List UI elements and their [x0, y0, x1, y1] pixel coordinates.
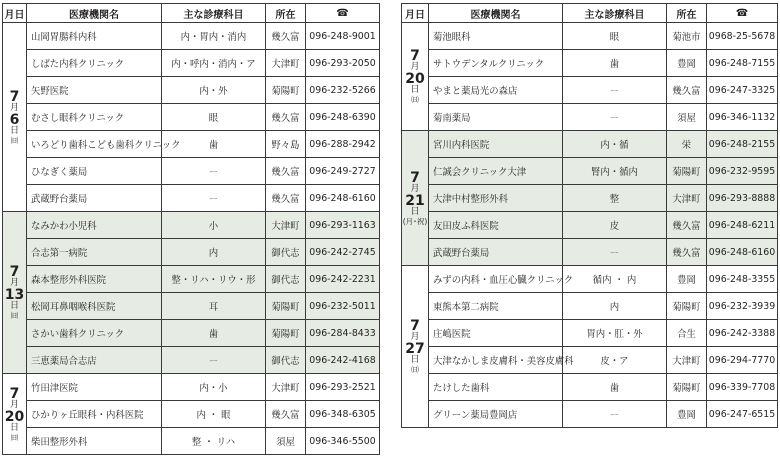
header-location: 所在: [266, 4, 306, 23]
date-day: 6: [9, 111, 20, 128]
phone-number: 096-293-2521: [306, 374, 380, 401]
department: ー: [162, 347, 266, 374]
table-row: [3, 347, 380, 374]
clinic-name: 宮川内科医院: [429, 131, 563, 158]
date-month-kanji: 月: [9, 399, 19, 410]
clinic-name: 柴田整形外科: [27, 428, 162, 455]
department: ー: [162, 158, 266, 185]
clinic-name: 矢野医院: [27, 77, 162, 104]
location: 豊岡: [667, 266, 707, 293]
date-month-kanji: 月: [9, 102, 19, 113]
clinic-name: むさし眼科クリニック: [27, 104, 162, 131]
department: ー: [563, 77, 667, 104]
table-row: [402, 185, 778, 212]
table-row: [3, 428, 380, 455]
table-body-left: [3, 23, 380, 455]
clinic-name: 庄嶋医院: [429, 320, 563, 347]
location: 豊岡: [667, 401, 707, 428]
phone-number: 096-248-6211: [707, 212, 778, 239]
location: 大津町: [266, 212, 306, 239]
table-row: [3, 131, 380, 158]
date-cell: [402, 266, 429, 428]
date-month-kanji: 月: [410, 62, 420, 73]
location: 菊陽町: [266, 320, 306, 347]
location: 合生: [667, 320, 707, 347]
department: 内: [162, 239, 266, 266]
date-day: 20: [4, 408, 25, 425]
clinic-name: 武蔵野台薬局: [429, 239, 563, 266]
table-row: [402, 320, 778, 347]
table-row: [3, 77, 380, 104]
department: 内・循: [563, 131, 667, 158]
table-row: [3, 158, 380, 185]
location: 大津町: [667, 347, 707, 374]
table-row: [3, 23, 380, 50]
table-row: [402, 401, 778, 428]
clinic-name: サトウデンタルクリニック: [429, 50, 563, 77]
table-row: [402, 212, 778, 239]
table-row: [3, 401, 380, 428]
phone-number: 096-346-5500: [306, 428, 380, 455]
date-label: [402, 171, 428, 226]
table-row: [3, 374, 380, 401]
header-row: [402, 4, 778, 23]
phone-number: 096-293-2050: [306, 50, 380, 77]
date-day: 13: [4, 287, 25, 304]
department: 循内 ・ 内: [563, 266, 667, 293]
date-label: [402, 319, 428, 374]
department: 小: [162, 212, 266, 239]
clinic-name: たけした歯科: [429, 374, 563, 401]
date-cell: [402, 131, 429, 266]
clinic-name: 竹田津医院: [27, 374, 162, 401]
table-body-right: [402, 23, 778, 428]
phone-number: 096-247-6515: [707, 401, 778, 428]
location: 幾久富: [667, 239, 707, 266]
date-label: [3, 387, 26, 442]
clinic-name: 三恵薬局合志店: [27, 347, 162, 374]
clinic-name: やまと薬局光の森店: [429, 77, 563, 104]
date-month-kanji: 月: [410, 332, 420, 343]
department: 歯: [563, 374, 667, 401]
table-row: [402, 23, 778, 50]
table-row: [3, 185, 380, 212]
date-month: 7: [9, 385, 20, 402]
clinic-name: 仁誠会クリニック大津: [429, 158, 563, 185]
phone-number: 0968-25-5678: [707, 23, 778, 50]
phone-number: 096-346-1132: [707, 104, 778, 131]
date-day-kanji: 日: [9, 422, 19, 433]
clinic-name: さかい歯科クリニック: [27, 320, 162, 347]
department: ー: [162, 185, 266, 212]
phone-number: 096-242-3388: [707, 320, 778, 347]
phone-number: 096-248-6160: [306, 185, 380, 212]
location: 菊陽町: [266, 293, 306, 320]
date-day-kanji: 日: [410, 355, 420, 366]
department: 整: [563, 185, 667, 212]
phone-number: 096-248-3355: [707, 266, 778, 293]
clinic-name: 友田皮ふ科医院: [429, 212, 563, 239]
location: 須屋: [667, 104, 707, 131]
phone-number: 096-248-7155: [707, 50, 778, 77]
table-row: [3, 266, 380, 293]
phone-number: 096-249-2727: [306, 158, 380, 185]
location: 菊陽町: [667, 374, 707, 401]
location: 菊陽町: [266, 77, 306, 104]
department: 歯: [162, 320, 266, 347]
phone-number: 096-293-1163: [306, 212, 380, 239]
table-row: [402, 293, 778, 320]
department: 整 ・ リハ: [162, 428, 266, 455]
department: 皮・ア: [563, 347, 667, 374]
header-row: [3, 4, 380, 23]
location: 菊陽町: [667, 293, 707, 320]
date-label: [402, 49, 428, 104]
department: 眼: [162, 104, 266, 131]
location: 須屋: [266, 428, 306, 455]
date-day: 27: [405, 341, 425, 358]
department: ー: [563, 401, 667, 428]
location: 野々島: [266, 131, 306, 158]
location: 幾久富: [667, 212, 707, 239]
department: 耳: [162, 293, 266, 320]
department: 内 ・ 眼: [162, 401, 266, 428]
table-row: [402, 266, 778, 293]
header-phone-icon: ☎: [707, 4, 778, 23]
clinic-name: いろどり歯科こども歯科クリニック: [27, 131, 162, 158]
location: 大津町: [667, 185, 707, 212]
table-row: [402, 50, 778, 77]
table-row: [402, 239, 778, 266]
table-row: [3, 104, 380, 131]
date-label: [3, 90, 26, 145]
date-weekday: ㈰: [10, 432, 19, 442]
date-day-kanji: 日: [410, 206, 420, 217]
phone-number: 096-293-8888: [707, 185, 778, 212]
clinic-name: 大津中村整形外科: [429, 185, 563, 212]
clinic-name: しばた内科クリニック: [27, 50, 162, 77]
clinic-name: 松岡耳鼻咽喉科医院: [27, 293, 162, 320]
clinic-name: 菊南薬局: [429, 104, 563, 131]
header-name: 医療機関名: [27, 4, 162, 23]
table-row: [3, 239, 380, 266]
date-day-kanji: 日: [410, 85, 420, 96]
clinic-name: ひなぎく薬局: [27, 158, 162, 185]
date-label: [3, 265, 26, 320]
date-day-kanji: 日: [9, 125, 19, 136]
phone-number: 096-232-5266: [306, 77, 380, 104]
clinic-name: なみかわ小児科: [27, 212, 162, 239]
location: 栄: [667, 131, 707, 158]
department: ー: [563, 239, 667, 266]
header-dept: 主な診療科目: [563, 4, 667, 23]
department: 整・リハ・リウ・形: [162, 266, 266, 293]
clinic-name: 合志第一病院: [27, 239, 162, 266]
clinic-name: グリーン薬局豊岡店: [429, 401, 563, 428]
phone-number: 096-284-8433: [306, 320, 380, 347]
header-phone-icon: ☎: [306, 4, 380, 23]
department: 眼: [563, 23, 667, 50]
phone-number: 096-288-2942: [306, 131, 380, 158]
department: 腎内・循内: [563, 158, 667, 185]
department: 内・胃内・消内: [162, 23, 266, 50]
department: 内・外: [162, 77, 266, 104]
department: ー: [563, 104, 667, 131]
phone-number: 096-348-6305: [306, 401, 380, 428]
phone-number: 096-242-2231: [306, 266, 380, 293]
clinic-name: 大津なかしま皮膚科・美容皮膚科: [429, 347, 563, 374]
date-cell: [402, 23, 429, 131]
location: 御代志: [266, 239, 306, 266]
phone-number: 096-232-5011: [306, 293, 380, 320]
phone-number: 096-242-4168: [306, 347, 380, 374]
department: 内: [563, 293, 667, 320]
table-row: [402, 158, 778, 185]
phone-number: 096-242-2745: [306, 239, 380, 266]
date-weekday: ㈰: [10, 135, 19, 145]
phone-number: 096-294-7770: [707, 347, 778, 374]
date-day: 20: [405, 71, 425, 88]
table-row: [402, 347, 778, 374]
table-row: [3, 293, 380, 320]
date-weekday: ㈰: [10, 311, 19, 321]
clinic-name: 森本整形外科医院: [27, 266, 162, 293]
location: 豊岡: [667, 50, 707, 77]
date-month: 7: [410, 169, 420, 186]
location: 幾久富: [266, 401, 306, 428]
date-day-kanji: 日: [9, 301, 19, 312]
table-row: [402, 374, 778, 401]
phone-number: 096-248-6390: [306, 104, 380, 131]
phone-number: 096-232-9595: [707, 158, 778, 185]
date-weekday: ㈰: [411, 365, 419, 375]
location: 幾久富: [266, 23, 306, 50]
department: 皮: [563, 212, 667, 239]
department: 胃内・肛・外: [563, 320, 667, 347]
location: 幾久富: [266, 158, 306, 185]
phone-number: 096-339-7708: [707, 374, 778, 401]
header-name: 医療機関名: [429, 4, 563, 23]
table-row: [402, 77, 778, 104]
clinic-name: 東熊本第二病院: [429, 293, 563, 320]
department: 歯: [563, 50, 667, 77]
duty-schedule-table-left: [2, 3, 380, 455]
location: 大津町: [266, 374, 306, 401]
table-row: [402, 131, 778, 158]
date-day: 21: [405, 192, 425, 209]
date-weekday: (月･祝): [402, 216, 428, 226]
date-month: 7: [410, 318, 420, 335]
clinic-name: 菊池眼科: [429, 23, 563, 50]
date-cell: [3, 374, 27, 455]
table-row: [3, 320, 380, 347]
date-cell: [3, 212, 27, 374]
location: 幾久富: [667, 77, 707, 104]
phone-number: 096-247-3325: [707, 77, 778, 104]
location: 大津町: [266, 50, 306, 77]
location: 御代志: [266, 347, 306, 374]
date-cell: [3, 23, 27, 212]
table-row: [3, 212, 380, 239]
department: 内・呼内・消内・ア: [162, 50, 266, 77]
department: 内・小: [162, 374, 266, 401]
department: 歯: [162, 131, 266, 158]
duty-schedule-table-right: [401, 3, 778, 428]
phone-number: 096-248-9001: [306, 23, 380, 50]
phone-number: 096-232-3939: [707, 293, 778, 320]
header-date: 月日: [402, 4, 429, 23]
location: 菊池市: [667, 23, 707, 50]
phone-number: 096-248-2155: [707, 131, 778, 158]
clinic-name: ひかりヶ丘眼科・内科医院: [27, 401, 162, 428]
location: 幾久富: [266, 104, 306, 131]
date-month-kanji: 月: [9, 278, 19, 289]
header-dept: 主な診療科目: [162, 4, 266, 23]
clinic-name: みずの内科・血圧心臓クリニック: [429, 266, 563, 293]
location: 御代志: [266, 266, 306, 293]
clinic-name: 山岡胃腸科内科: [27, 23, 162, 50]
date-weekday: ㈰: [411, 95, 419, 105]
header-location: 所在: [667, 4, 707, 23]
table-row: [402, 104, 778, 131]
date-month-kanji: 月: [410, 183, 420, 194]
date-month: 7: [9, 88, 20, 105]
location: 菊陽町: [667, 158, 707, 185]
phone-number: 096-248-6160: [707, 239, 778, 266]
header-date: 月日: [3, 4, 27, 23]
table-row: [3, 50, 380, 77]
location: 幾久富: [266, 185, 306, 212]
date-month: 7: [410, 48, 420, 65]
clinic-name: 武蔵野台薬局: [27, 185, 162, 212]
date-month: 7: [9, 264, 20, 281]
